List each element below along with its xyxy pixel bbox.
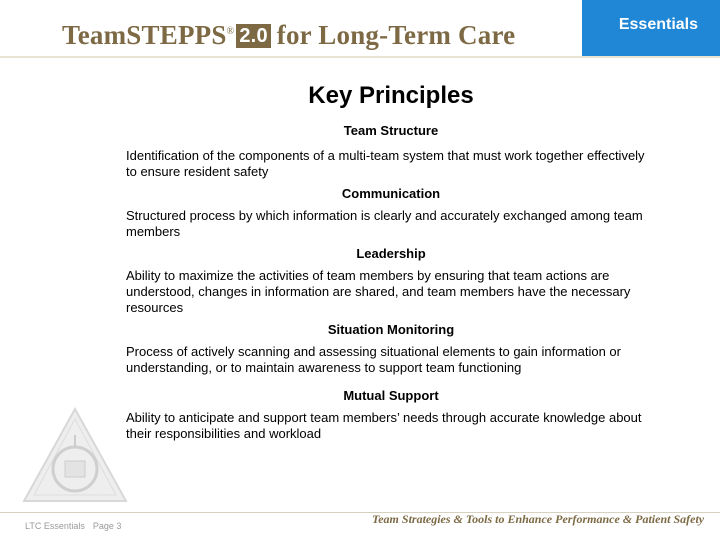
brand-suffix: for Long-Term Care [276,20,516,50]
teamstepps-triangle-watermark [20,405,130,505]
principle-body-communication: Structured process by which information is clearly and accurately exchanged among team members [126,208,643,239]
slide-title: Key Principles [308,82,474,109]
principle-heading-leadership: Leadership [356,246,426,261]
footer-info [25,521,129,531]
principle-heading-mutual-support: Mutual Support [343,388,439,403]
principle-body-mutual-support: Ability to anticipate and support team members’ needs through accurate knowledge about their responsibilities and workload [126,410,642,441]
brand-name: TeamSTEPPS [62,20,227,50]
registered-mark: ® [226,26,235,37]
slide-header [0,0,720,60]
principle-body-leadership: Ability to maximize the activities of team members by ensuring that team actions are understood, changes in information are shared, and team members have the necessary resources [126,268,631,315]
essentials-badge [582,0,720,56]
principle-body-situation-monitoring: Process of actively scanning and assessing situational elements to gain information or understanding, or to maintain awareness to support team functioning [126,344,621,375]
footer-tagline: Team Strategies & Tools to Enhance Performance & Patient Safety [372,512,705,526]
principle-heading-situation-monitoring: Situation Monitoring [327,322,455,337]
footer-label: LTC Essentials [25,521,85,531]
header-divider [0,56,720,58]
version-badge: 2.0 [236,24,270,48]
principle-heading-team-structure: Team Structure [343,123,439,138]
page-number: Page 3 [92,521,122,531]
principle-body-team-structure: Identification of the components of a multi-team system that must work together effectively to ensure resident safety [126,148,645,179]
principle-heading-communication: Communication [341,186,441,201]
teamstepps-logo [62,20,515,51]
essentials-label: Essentials [618,16,698,33]
